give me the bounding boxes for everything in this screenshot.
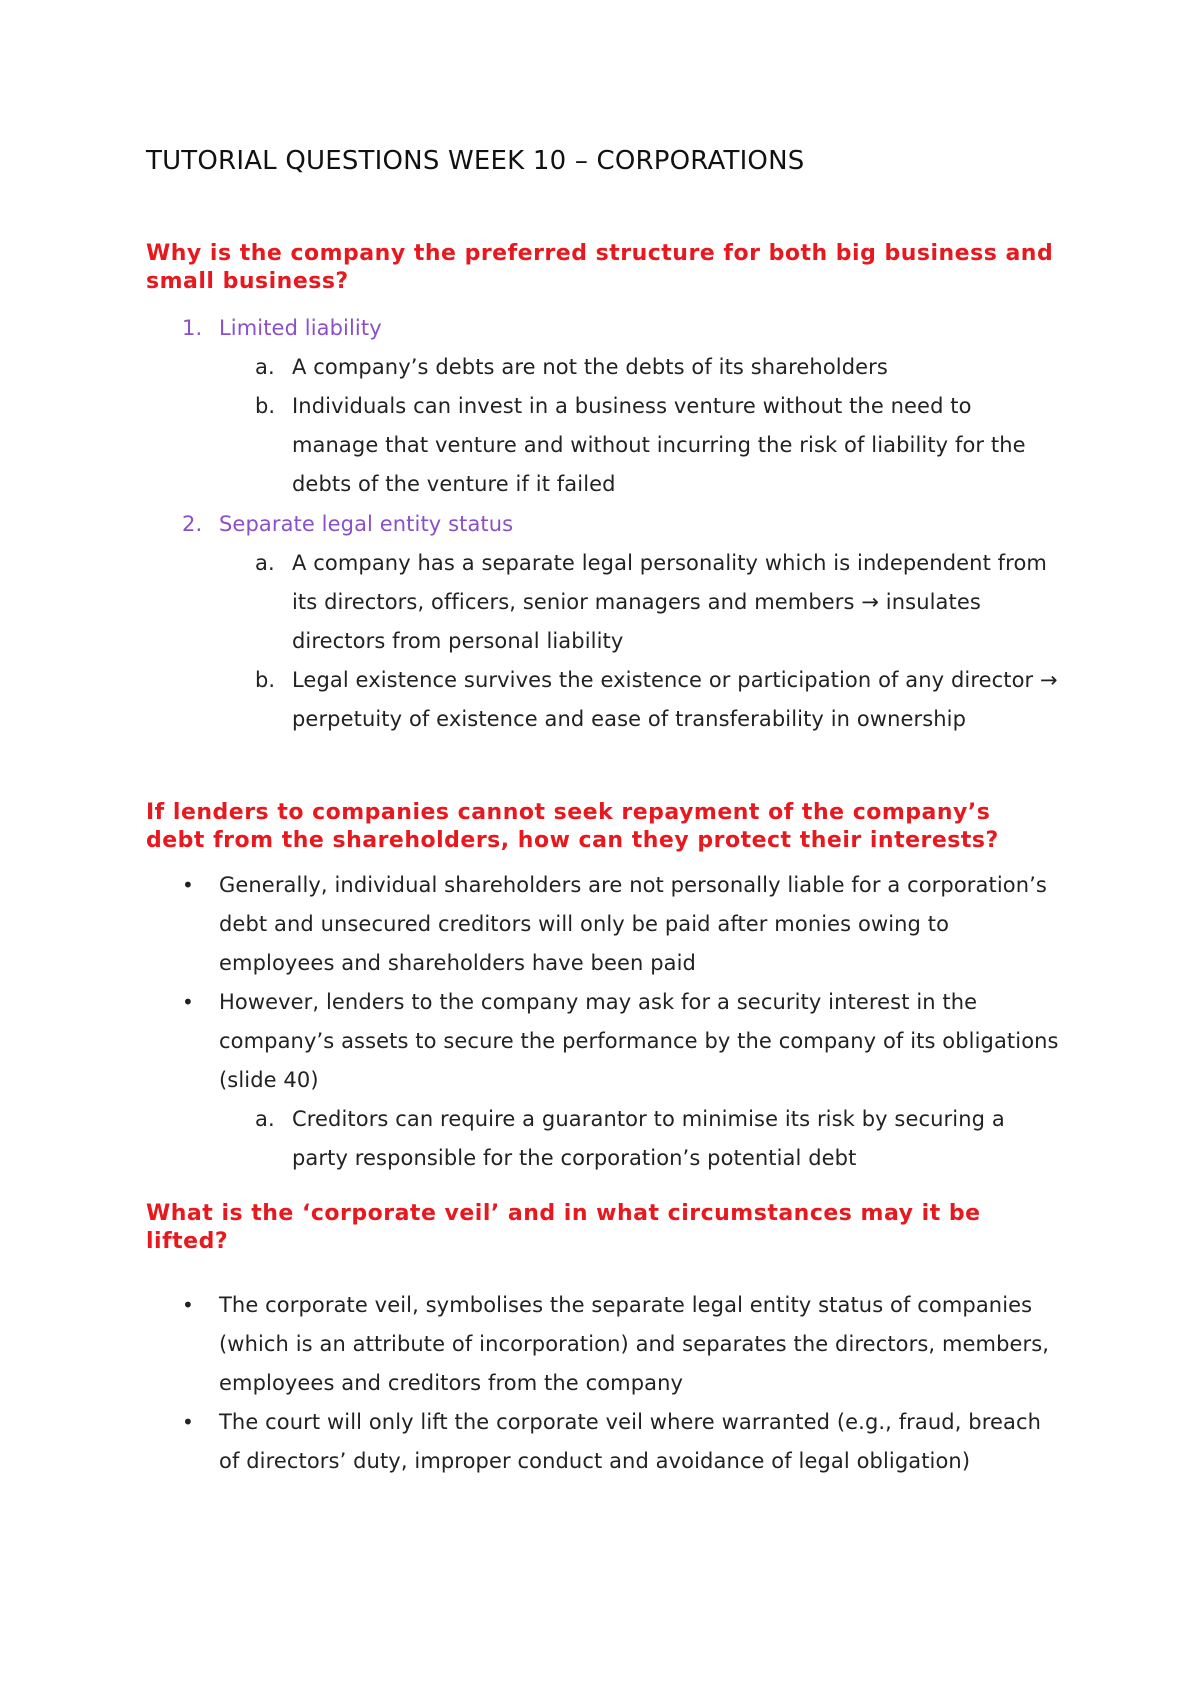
list-item [182,505,1059,544]
list-marker: b. [255,394,276,418]
list-marker: a. [255,1107,275,1131]
question-heading-3: What is the ‘corporate veil’ and in what circumstances may it be lifted? [146,1201,981,1254]
list-item-text: However, lenders to the company may ask for a security interest in the company’s assets to secure the performance by the company of its obligations (slide 40) [219,990,1059,1092]
bullet-marker: • [182,990,194,1014]
list-marker: 2. [182,512,203,536]
bullet-marker: • [182,1293,194,1317]
list-item [255,661,1062,739]
list-item [182,309,1059,348]
list-item [255,1100,1062,1178]
list-item [182,1403,1059,1481]
list-item-text: Individuals can invest in a business venture without the need to manage that venture and without incurring the risk of liability for the debts of the venture if it failed [292,394,1026,496]
list-item [255,544,1062,661]
bullet-marker: • [182,1410,194,1434]
list-item-text: The corporate veil, symbolises the separate legal entity status of companies (which is an attribute of incorporation) and separates the directors, members, employees and creditors from the company [219,1293,1050,1395]
list-item-text: A company has a separate legal personality which is independent from its directors, officers, senior managers and members → insulates directors from personal liability [292,551,1047,653]
list-item [182,983,1059,1100]
list-item [255,348,1062,387]
list-item-text: Legal existence survives the existence or participation of any director → perpetuity of existence and ease of transferability in ownership [292,668,1058,731]
question-heading-1: Why is the company the preferred structure for both big business and small business? [146,241,1054,294]
list-marker: b. [255,668,276,692]
list-marker: 1. [182,316,203,340]
list-item-text: A company’s debts are not the debts of its shareholders [292,355,888,379]
bullet-marker: • [182,873,194,897]
list-item-text: The court will only lift the corporate veil where warranted (e.g., fraud, breach of directors’ duty, improper conduct and avoidance of legal obligation) [219,1410,1042,1473]
list-marker: a. [255,551,275,575]
list-item-text: Separate legal entity status [219,512,514,536]
list-item-text: Creditors can require a guarantor to minimise its risk by securing a party responsible for the corporation’s potential debt [292,1107,1005,1170]
list-item [182,866,1059,983]
list-item-text: Generally, individual shareholders are not personally liable for a corporation’s debt and unsecured creditors will only be paid after monies owing to employees and shareholders have been paid [219,873,1047,975]
document-title: TUTORIAL QUESTIONS WEEK 10 – CORPORATIONS [146,146,805,176]
question-heading-2: If lenders to companies cannot seek repayment of the company’s debt from the shareholders, how can they protect their interests? [146,800,999,853]
list-item [255,387,1062,504]
list-marker: a. [255,355,275,379]
list-item [182,1286,1059,1403]
list-item-text: Limited liability [219,316,382,340]
